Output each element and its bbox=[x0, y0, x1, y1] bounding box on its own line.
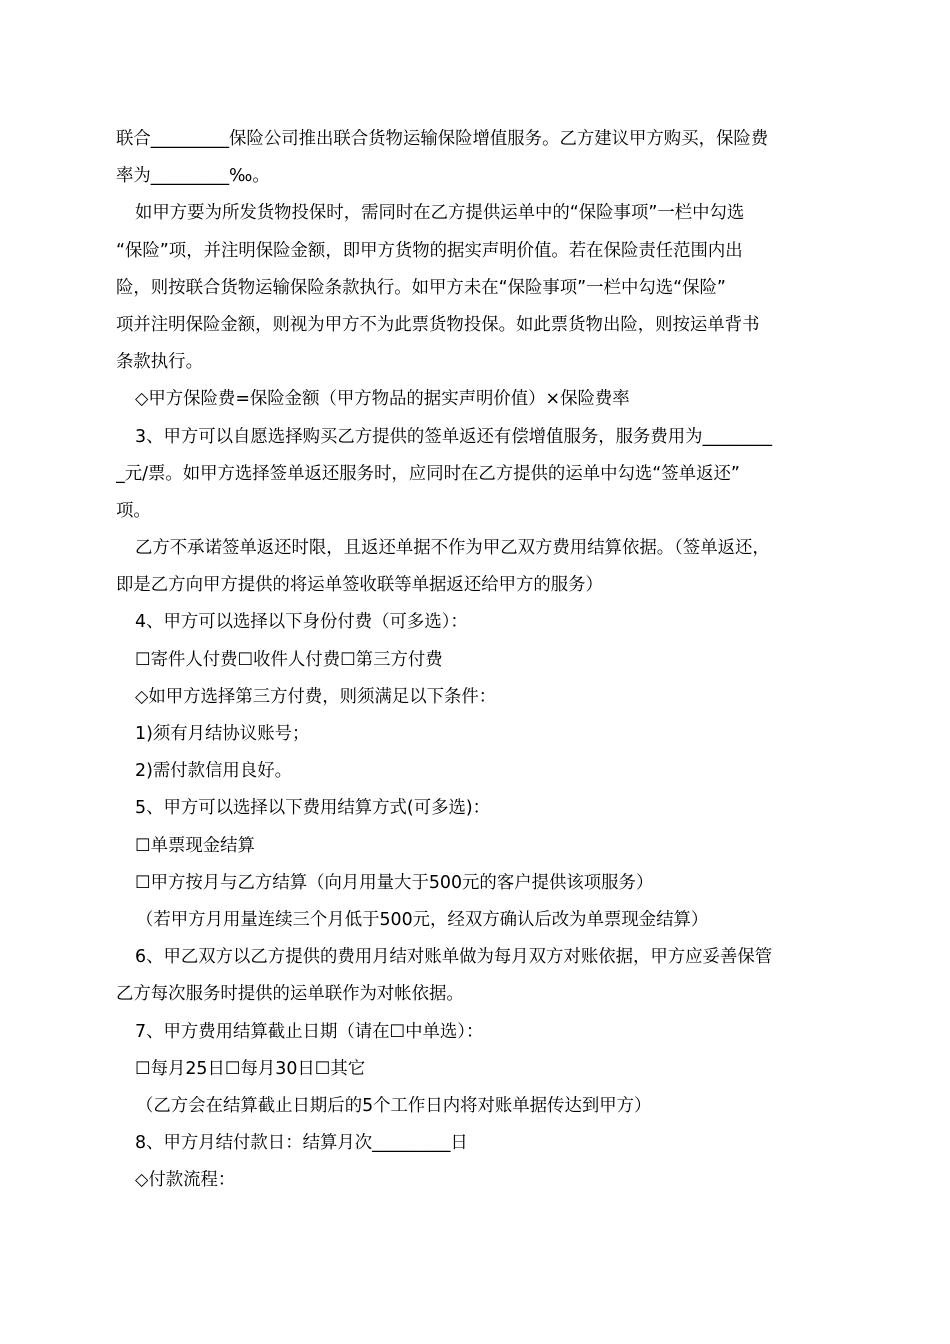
text-line: 如甲方要为所发货物投保时，需同时在乙方提供运单中的“保险事项”一栏中勾选 bbox=[135, 203, 745, 224]
text-line: 险，则按联合货物运输保险条款执行。如甲方未在“保险事项”一栏中勾选“保险” bbox=[116, 277, 726, 298]
text-line: 6、甲乙双方以乙方提供的费用月结对账单做为每月双方对账依据，甲方应妥善保管 bbox=[135, 947, 773, 968]
text-line: ◇付款流程： bbox=[135, 1170, 236, 1191]
text-line: _元/票。如甲方选择签单返还服务时，应同时在乙方提供的运单中勾选“签单返还” bbox=[116, 463, 740, 484]
text-line: 3、甲方可以自愿选择购买乙方提供的签单返还有偿增值服务，服务费用为________ bbox=[135, 426, 773, 447]
text-line: 5、甲方可以选择以下费用结算方式(可多选)： bbox=[135, 798, 491, 819]
text-line: 4、甲方可以选择以下身份付费（可多选）： bbox=[135, 612, 468, 633]
text-line: 乙方不承诺签单返还时限，且返还单据不作为甲乙双方费用结算依据。（签单返还， bbox=[135, 538, 770, 559]
checkbox-line: ☐单票现金结算 bbox=[135, 835, 255, 856]
text-line: 2)需付款信用良好。 bbox=[135, 761, 292, 782]
text-line: 率为_________‰。 bbox=[116, 166, 270, 187]
text-line: 条款执行。 bbox=[116, 352, 203, 373]
text-line: 8、甲方月结付款日：结算月次_________日 bbox=[135, 1133, 468, 1154]
text-line: 7、甲方费用结算截止日期（请在☐中单选）： bbox=[135, 1021, 484, 1042]
text-line: 项。 bbox=[116, 500, 151, 521]
text-line: （乙方会在结算截止日期后的5个工作日内将对账单据传达到甲方） bbox=[136, 1095, 652, 1116]
checkbox-line: ☐甲方按月与乙方结算（向月用量大于500元的客户提供该项服务） bbox=[135, 872, 654, 893]
text-line: ◇如甲方选择第三方付费，则须满足以下条件： bbox=[135, 686, 497, 707]
text-line: 联合_________保险公司推出联合货物运输保险增值服务。乙方建议甲方购买，保险费 bbox=[116, 129, 769, 149]
checkbox-line: ☐寄件人付费☐收件人付费☐第三方付费 bbox=[135, 649, 443, 670]
text-line: ◇甲方保险费=保险金额（甲方物品的据实声明价值）×保险费率 bbox=[135, 389, 630, 410]
text-line: 1)须有月结协议账号； bbox=[135, 724, 310, 744]
text-line: 即是乙方向甲方提供的将运单签收联等单据返还给甲方的服务） bbox=[116, 575, 603, 596]
text-line: “保险”项，并注明保险金额，即甲方货物的据实声明价值。若在保险责任范围内出 bbox=[116, 240, 743, 261]
text-line: 项并注明保险金额，则视为甲方不为此票货物投保。如此票货物出险，则按运单背书 bbox=[116, 314, 760, 335]
checkbox-line: ☐每月25日☐每月30日☐其它 bbox=[135, 1058, 366, 1079]
text-line: 乙方每次服务时提供的运单联作为对帐依据。 bbox=[116, 984, 464, 1005]
document-body bbox=[116, 121, 836, 1199]
text-line: （若甲方月用量连续三个月低于500元，经双方确认后改为单票现金结算） bbox=[136, 909, 709, 930]
